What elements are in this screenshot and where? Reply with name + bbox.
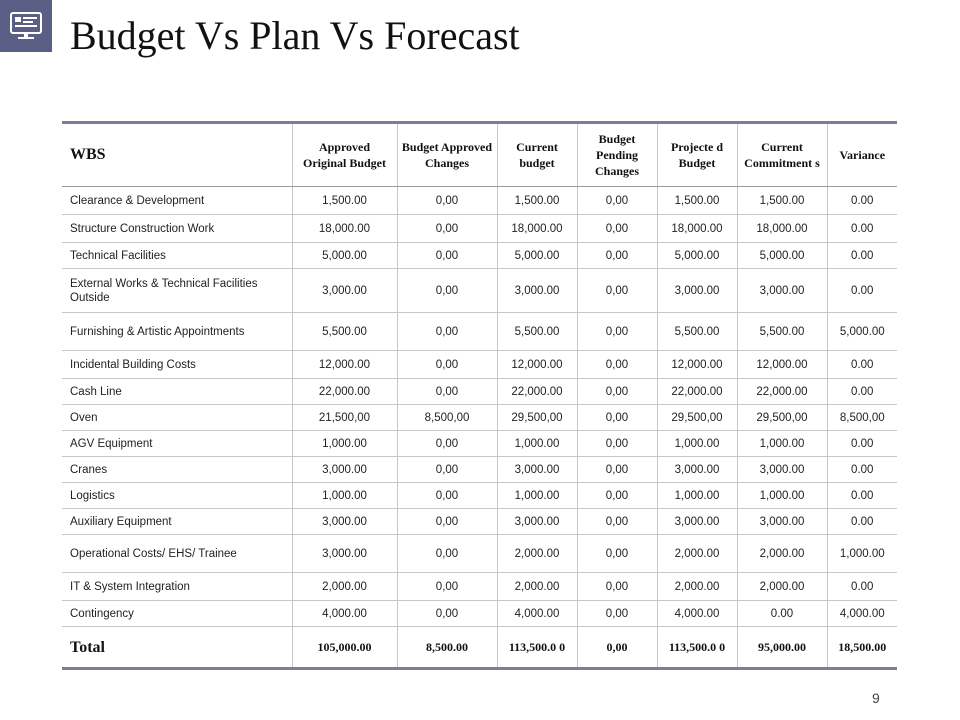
row-label: Clearance & Development bbox=[62, 187, 292, 215]
table-cell: 1,000.00 bbox=[292, 483, 397, 509]
table-cell: 0.00 bbox=[827, 431, 897, 457]
table-cell: 0.00 bbox=[827, 457, 897, 483]
table-row bbox=[62, 269, 897, 313]
header-approved-original-budget: Approved Original Budget bbox=[292, 123, 397, 187]
table-row bbox=[62, 405, 897, 431]
table-cell: 1,000.00 bbox=[737, 431, 827, 457]
table-cell: 3,000.00 bbox=[657, 269, 737, 313]
table-cell: 0,00 bbox=[397, 187, 497, 215]
header-budget-pending-changes: Budget Pending Changes bbox=[577, 123, 657, 187]
table-cell: 0.00 bbox=[827, 269, 897, 313]
table-cell: 8,500,00 bbox=[397, 405, 497, 431]
table-row bbox=[62, 351, 897, 379]
table-row bbox=[62, 509, 897, 535]
row-label: Oven bbox=[62, 405, 292, 431]
table-cell: 1,000.00 bbox=[657, 483, 737, 509]
row-label: Furnishing & Artistic Appointments bbox=[62, 313, 292, 351]
table-cell: 0,00 bbox=[577, 431, 657, 457]
table-cell: 5,500.00 bbox=[737, 313, 827, 351]
table-cell: 1,000.00 bbox=[497, 483, 577, 509]
table-cell: 0,00 bbox=[577, 269, 657, 313]
total-cell: 95,000.00 bbox=[737, 627, 827, 669]
table-cell: 1,500.00 bbox=[657, 187, 737, 215]
row-label: Incidental Building Costs bbox=[62, 351, 292, 379]
table-cell: 0.00 bbox=[827, 573, 897, 601]
table-cell: 5,000.00 bbox=[657, 243, 737, 269]
table-cell: 22,000.00 bbox=[657, 379, 737, 405]
budget-table-container bbox=[62, 121, 897, 670]
table-cell: 18,000.00 bbox=[657, 215, 737, 243]
table-cell: 0,00 bbox=[577, 351, 657, 379]
table-cell: 0.00 bbox=[827, 243, 897, 269]
row-label: Cranes bbox=[62, 457, 292, 483]
page-title: Budget Vs Plan Vs Forecast bbox=[70, 13, 520, 58]
table-cell: 0,00 bbox=[577, 483, 657, 509]
table-cell: 0,00 bbox=[397, 573, 497, 601]
table-cell: 0,00 bbox=[577, 509, 657, 535]
row-label: Auxiliary Equipment bbox=[62, 509, 292, 535]
table-cell: 0,00 bbox=[577, 243, 657, 269]
header-projected-budget: Projecte d Budget bbox=[657, 123, 737, 187]
table-row bbox=[62, 243, 897, 269]
table-cell: 3,000.00 bbox=[497, 457, 577, 483]
table-cell: 0,00 bbox=[397, 535, 497, 573]
table-cell: 0.00 bbox=[737, 601, 827, 627]
table-row bbox=[62, 483, 897, 509]
table-row bbox=[62, 215, 897, 243]
table-row bbox=[62, 573, 897, 601]
row-label: Cash Line bbox=[62, 379, 292, 405]
table-cell: 0,00 bbox=[577, 313, 657, 351]
row-label: Contingency bbox=[62, 601, 292, 627]
table-cell: 0.00 bbox=[827, 215, 897, 243]
table-cell: 5,500.00 bbox=[497, 313, 577, 351]
table-header-row bbox=[62, 123, 897, 187]
table-cell: 0,00 bbox=[397, 269, 497, 313]
table-cell: 0,00 bbox=[577, 535, 657, 573]
table-cell: 3,000.00 bbox=[657, 457, 737, 483]
table-cell: 0.00 bbox=[827, 483, 897, 509]
row-label: Technical Facilities bbox=[62, 243, 292, 269]
table-cell: 3,000.00 bbox=[657, 509, 737, 535]
total-cell: 113,500.0 0 bbox=[657, 627, 737, 669]
table-cell: 3,000.00 bbox=[497, 269, 577, 313]
budget-table bbox=[62, 121, 897, 670]
table-cell: 12,000.00 bbox=[657, 351, 737, 379]
table-cell: 5,000.00 bbox=[827, 313, 897, 351]
total-cell: 113,500.0 0 bbox=[497, 627, 577, 669]
total-cell: 18,500.00 bbox=[827, 627, 897, 669]
table-row bbox=[62, 601, 897, 627]
total-row bbox=[62, 627, 897, 669]
table-cell: 0,00 bbox=[397, 457, 497, 483]
table-cell: 3,000.00 bbox=[292, 457, 397, 483]
table-row bbox=[62, 313, 897, 351]
table-cell: 5,000.00 bbox=[497, 243, 577, 269]
page-number: 9 bbox=[872, 690, 880, 706]
table-cell: 0,00 bbox=[577, 379, 657, 405]
row-label: IT & System Integration bbox=[62, 573, 292, 601]
table-cell: 1,500.00 bbox=[497, 187, 577, 215]
table-cell: 2,000.00 bbox=[737, 573, 827, 601]
total-label: Total bbox=[62, 627, 292, 669]
table-cell: 1,000.00 bbox=[497, 431, 577, 457]
table-cell: 0.00 bbox=[827, 351, 897, 379]
header-variance: Variance bbox=[827, 123, 897, 187]
table-row bbox=[62, 457, 897, 483]
table-cell: 0,00 bbox=[397, 313, 497, 351]
table-cell: 22,000.00 bbox=[737, 379, 827, 405]
table-cell: 0,00 bbox=[397, 601, 497, 627]
row-label: External Works & Technical Facilities Outside bbox=[62, 269, 292, 313]
table-cell: 3,000.00 bbox=[292, 509, 397, 535]
table-cell: 0,00 bbox=[397, 243, 497, 269]
table-cell: 5,000.00 bbox=[292, 243, 397, 269]
table-cell: 1,000.00 bbox=[657, 431, 737, 457]
table-cell: 29,500,00 bbox=[497, 405, 577, 431]
table-cell: 4,000.00 bbox=[657, 601, 737, 627]
table-cell: 1,000.00 bbox=[737, 483, 827, 509]
header-budget-approved-changes: Budget Approved Changes bbox=[397, 123, 497, 187]
table-cell: 3,000.00 bbox=[737, 457, 827, 483]
table-cell: 0,00 bbox=[577, 601, 657, 627]
table-cell: 1,000.00 bbox=[827, 535, 897, 573]
total-cell: 105,000.00 bbox=[292, 627, 397, 669]
table-cell: 0,00 bbox=[577, 573, 657, 601]
table-row bbox=[62, 187, 897, 215]
table-cell: 29,500,00 bbox=[657, 405, 737, 431]
table-cell: 21,500,00 bbox=[292, 405, 397, 431]
table-cell: 2,000.00 bbox=[497, 573, 577, 601]
table-cell: 2,000.00 bbox=[657, 573, 737, 601]
table-cell: 1,500.00 bbox=[737, 187, 827, 215]
table-cell: 2,000.00 bbox=[497, 535, 577, 573]
table-cell: 22,000.00 bbox=[497, 379, 577, 405]
table-cell: 1,500.00 bbox=[292, 187, 397, 215]
table-cell: 4,000.00 bbox=[827, 601, 897, 627]
table-cell: 5,500.00 bbox=[657, 313, 737, 351]
row-label: Logistics bbox=[62, 483, 292, 509]
table-cell: 18,000.00 bbox=[497, 215, 577, 243]
header-current-budget: Current budget bbox=[497, 123, 577, 187]
table-cell: 4,000.00 bbox=[497, 601, 577, 627]
table-cell: 3,000.00 bbox=[737, 269, 827, 313]
table-cell: 18,000.00 bbox=[737, 215, 827, 243]
total-cell: 0,00 bbox=[577, 627, 657, 669]
header-wbs: WBS bbox=[62, 123, 292, 187]
table-cell: 3,000.00 bbox=[292, 269, 397, 313]
table-cell: 0.00 bbox=[827, 509, 897, 535]
header-current-commitments: Current Commitment s bbox=[737, 123, 827, 187]
table-cell: 22,000.00 bbox=[292, 379, 397, 405]
table-cell: 5,000.00 bbox=[737, 243, 827, 269]
monitor-dashboard-icon bbox=[9, 11, 43, 41]
table-cell: 5,500.00 bbox=[292, 313, 397, 351]
table-cell: 0,00 bbox=[397, 431, 497, 457]
total-cell: 8,500.00 bbox=[397, 627, 497, 669]
table-cell: 4,000.00 bbox=[292, 601, 397, 627]
table-cell: 12,000.00 bbox=[292, 351, 397, 379]
table-cell: 2,000.00 bbox=[657, 535, 737, 573]
table-cell: 1,000.00 bbox=[292, 431, 397, 457]
row-label: Operational Costs/ EHS/ Trainee bbox=[62, 535, 292, 573]
table-cell: 0,00 bbox=[577, 405, 657, 431]
table-cell: 0,00 bbox=[397, 483, 497, 509]
table-cell: 0,00 bbox=[397, 509, 497, 535]
table-row bbox=[62, 535, 897, 573]
table-cell: 0,00 bbox=[397, 351, 497, 379]
table-row bbox=[62, 379, 897, 405]
row-label: Structure Construction Work bbox=[62, 215, 292, 243]
table-cell: 12,000.00 bbox=[737, 351, 827, 379]
table-cell: 0,00 bbox=[577, 187, 657, 215]
table-cell: 29,500,00 bbox=[737, 405, 827, 431]
table-cell: 2,000.00 bbox=[292, 573, 397, 601]
table-cell: 8,500,00 bbox=[827, 405, 897, 431]
table-cell: 2,000.00 bbox=[737, 535, 827, 573]
table-cell: 12,000.00 bbox=[497, 351, 577, 379]
table-cell: 0,00 bbox=[397, 379, 497, 405]
table-cell: 0.00 bbox=[827, 379, 897, 405]
table-cell: 0.00 bbox=[827, 187, 897, 215]
table-cell: 0,00 bbox=[577, 215, 657, 243]
table-cell: 0,00 bbox=[577, 457, 657, 483]
table-cell: 3,000.00 bbox=[737, 509, 827, 535]
table-cell: 3,000.00 bbox=[497, 509, 577, 535]
row-label: AGV Equipment bbox=[62, 431, 292, 457]
table-row bbox=[62, 431, 897, 457]
table-cell: 18,000.00 bbox=[292, 215, 397, 243]
table-cell: 0,00 bbox=[397, 215, 497, 243]
corner-tab bbox=[0, 0, 52, 52]
table-cell: 3,000.00 bbox=[292, 535, 397, 573]
